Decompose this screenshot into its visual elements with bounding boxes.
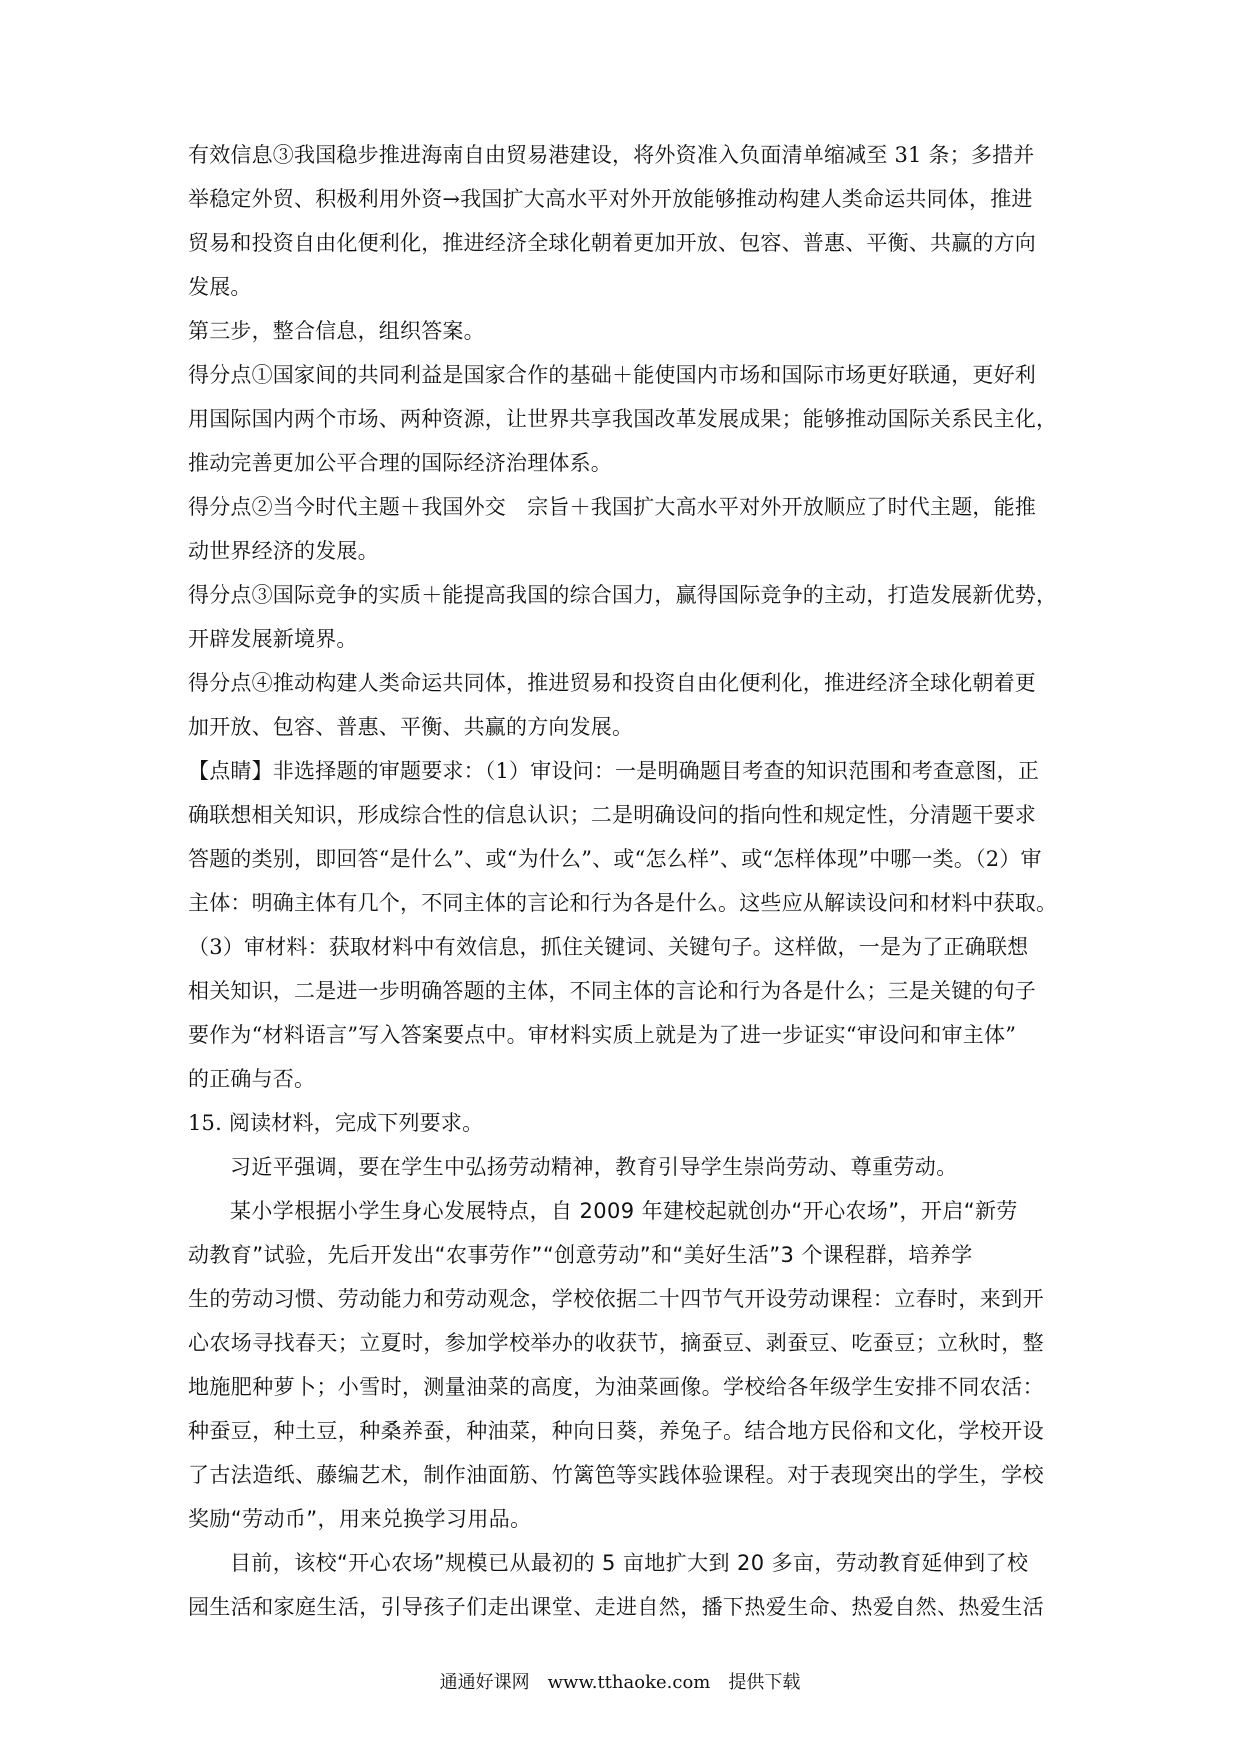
material-line: 目前，该校“开心农场”规模已从最初的 5 亩地扩大到 20 多亩，劳动教育延伸到了校 [230, 1551, 1029, 1575]
material-line: 某小学根据小学生身心发展特点，自 2009 年建校起就创办“开心农场”，开启“新劳 [230, 1199, 1018, 1223]
material-line: 习近平强调，要在学生中弘扬劳动精神，教育引导学生崇尚劳动、尊重劳动。 [230, 1155, 958, 1179]
material-line: 地施肥种萝卜；小雪时，测量油菜的高度，为油菜画像。学校给各年级学生安排不同农活： [188, 1375, 1044, 1399]
tip-line: 主体：明确主体有几个，不同主体的言论和行为各是什么。这些应从解读设问和材料中获取。 [188, 891, 1058, 915]
question-title: 15. 阅读材料，完成下列要求。 [188, 1111, 484, 1135]
tip-line: 确联想相关知识，形成综合性的信息认识；二是明确设问的指向性和规定性，分清题干要求 [188, 803, 1036, 827]
text-line: 推动完善更加公平合理的国际经济治理体系。 [188, 451, 612, 475]
tip-line: 的正确与否。 [188, 1067, 316, 1091]
tip-line: 【点睛】非选择题的审题要求：（1）审设问：一是明确题目考查的知识范围和考查意图，正 [188, 759, 1040, 783]
material-line: 了古法造纸、藤编艺术，制作油面筋、竹篱笆等实践体验课程。对于表现突出的学生，学校 [188, 1463, 1044, 1487]
material-line: 奖励“劳动币”，用来兑换学习用品。 [188, 1507, 532, 1531]
text-line: 举稳定外贸、积极利用外资→我国扩大高水平对外开放能够推动构建人类命运共同体，推进 [188, 187, 1033, 211]
page-footer: 通通好课网 www.tthaoke.com 提供下载 [439, 1672, 801, 1693]
material-line: 园生活和家庭生活，引导孩子们走出课堂、走进自然，播下热爱生命、热爱自然、热爱生活 [188, 1595, 1044, 1619]
tip-line: 相关知识，二是进一步明确答题的主体，不同主体的言论和行为各是什么；三是关键的句子 [188, 979, 1036, 1003]
text-line: 用国际国内两个市场、两种资源，让世界共享我国改革发展成果；能够推动国际关系民主化， [188, 407, 1058, 431]
tip-line: 答题的类别，即回答“是什么”、或“为什么”、或“怎么样”、或“怎样体现”中哪一类。（2）审 [188, 847, 1042, 871]
tip-line: （3）审材料：获取材料中有效信息，抓住关键词、关键句子。这样做，一是为了正确联想 [188, 935, 1029, 959]
text-line: 发展。 [188, 275, 252, 299]
text-line: 贸易和投资自由化便利化，推进经济全球化朝着更加开放、包容、普惠、平衡、共赢的方向 [188, 231, 1036, 255]
text-line: 开辟发展新境界。 [188, 627, 358, 651]
step-heading: 第三步，整合信息，组织答案。 [188, 319, 485, 343]
material-line: 动教育”试验，先后开发出“农事劳作”“创意劳动”和“美好生活”3 个课程群，培养学 [188, 1243, 973, 1267]
material-line: 心农场寻找春天；立夏时，参加学校举办的收获节，摘蚕豆、剥蚕豆、吃蚕豆；立秋时，整 [188, 1331, 1044, 1355]
text-line: 得分点②当今时代主题＋我国外交 宗旨＋我国扩大高水平对外开放顺应了时代主题，能推 [188, 495, 1036, 519]
text-line: 得分点③国际竞争的实质＋能提高我国的综合国力，赢得国际竞争的主动，打造发展新优势， [188, 583, 1058, 607]
text-line: 得分点④推动构建人类命运共同体，推进贸易和投资自由化便利化，推进经济全球化朝着更 [188, 671, 1036, 695]
text-line: 有效信息③我国稳步推进海南自由贸易港建设，将外资准入负面清单缩减至 31 条；多措并 [188, 143, 1035, 167]
text-line: 得分点①国家间的共同利益是国家合作的基础＋能使国内市场和国际市场更好联通，更好利 [188, 363, 1036, 387]
material-line: 种蚕豆，种土豆，种桑养蚕，种油菜，种向日葵，养兔子。结合地方民俗和文化，学校开设 [188, 1419, 1044, 1443]
text-line: 加开放、包容、普惠、平衡、共赢的方向发展。 [188, 715, 634, 739]
answer-body [188, 140, 1068, 1636]
text-line: 动世界经济的发展。 [188, 539, 379, 563]
material-line: 生的劳动习惯、劳动能力和劳动观念，学校依据二十四节气开设劳动课程：立春时，来到开 [188, 1287, 1044, 1311]
material-passage [188, 1152, 1068, 1636]
tip-line: 要作为“材料语言”写入答案要点中。审材料实质上就是为了进一步证实“审设问和审主体” [188, 1023, 1017, 1047]
